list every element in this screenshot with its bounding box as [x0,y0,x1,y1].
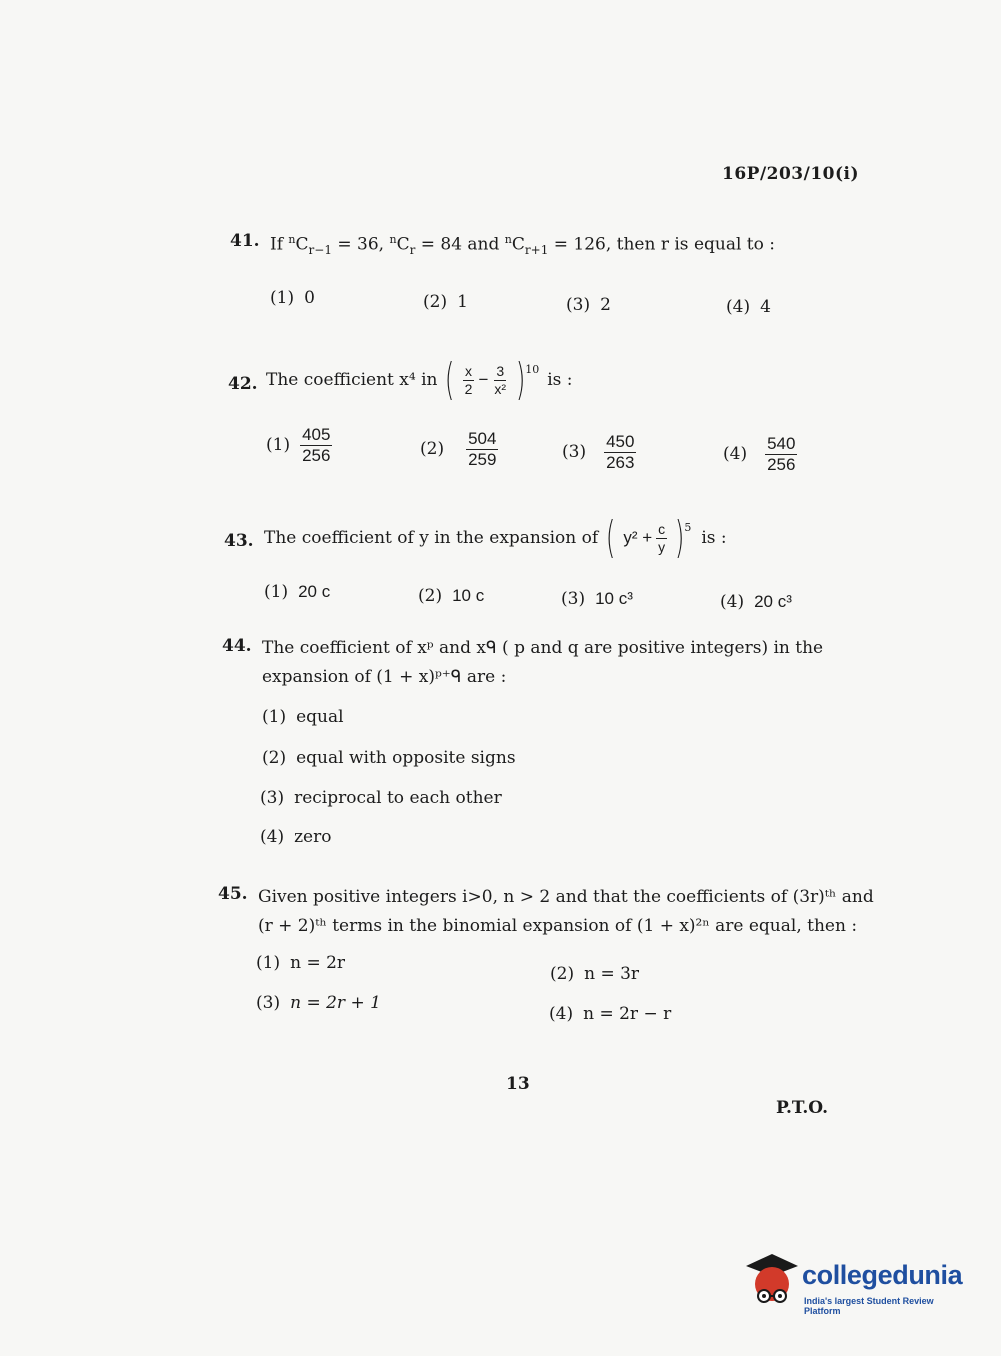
q41-text: If $^nC_{r-1} = 36$, $^nC_r = 84$ and $^nC_{r+1} = 126$, then r is equal to : [270,233,776,258]
q44-option-3[interactable]: (3) reciprocal to each other [260,788,502,808]
logo-tagline: India's largest Student Review Platform [804,1296,934,1316]
q43-number: 43. [224,531,254,551]
q43-option-2[interactable]: (2) 10 c [418,586,485,606]
logo-wordmark: collegedunia [802,1260,963,1290]
q44-number: 44. [222,636,252,656]
q45-option-2[interactable]: (2) n = 3r [550,964,640,984]
paper-code: 16P/203/10(i) [722,164,860,184]
q44-option-1[interactable]: (1) equal [262,707,344,727]
mascot-icon [742,1252,800,1314]
q41-option-1[interactable]: (1) 0 [270,288,315,308]
q45-number: 45. [218,884,248,904]
q42-number: 42. [228,374,258,394]
q41-option-4[interactable]: (4) 4 [726,297,771,317]
q42-option-1[interactable]: (1) $\frac{405}{256}$ [266,425,331,465]
q42-text: The coefficient x⁴ in ( $\frac{x}{2}$ − $\frac{3}{\text{x²}}$ ) 10 is : [266,354,573,405]
q45-option-3[interactable]: (3) n = 2r + 1 [256,993,381,1013]
q45-option-4[interactable]: (4) n = 2r − r [549,1004,672,1024]
q44-line-1: The coefficient of xᵖ and xᑫ ( p and q are positive integers) in the [262,638,824,658]
q44-option-4[interactable]: (4) zero [260,827,332,847]
collegedunia-logo [742,1250,972,1325]
q43-option-3[interactable]: (3) 10 c³ [561,589,633,609]
q45-line-2: (r + 2)ᵗʰ terms in the binomial expansion of (1 + x)²ⁿ are equal, then : [258,916,858,936]
q41-option-3[interactable]: (3) 2 [566,295,611,315]
q42-option-2[interactable]: (2) $\frac{504}{259}$ [420,429,497,469]
q44-option-2[interactable]: (2) equal with opposite signs [262,748,516,768]
q45-line-1: Given positive integers i>0, n > 2 and that the coefficients of (3r)ᵗʰ and [258,887,874,907]
q44-line-2: expansion of (1 + x)ᵖ⁺ᑫ are : [262,667,507,687]
page-number: 13 [506,1074,530,1094]
q43-option-1[interactable]: (1) 20 c [264,582,331,602]
pto-label: P.T.O. [776,1098,828,1118]
q45-option-1[interactable]: (1) n = 2r [256,953,346,973]
q41-option-2[interactable]: (2) 1 [423,292,468,312]
q43-option-4[interactable]: (4) 20 c³ [720,592,792,612]
q42-option-3[interactable]: (3) $\frac{450}{263}$ [562,432,635,472]
q43-text: The coefficient of y in the expansion of ( y² + $\frac{c}{y}$ ) 5 is : [264,512,727,563]
q42-option-4[interactable]: (4) $\frac{540}{256}$ [723,434,796,474]
q41-number: 41. [230,231,260,251]
